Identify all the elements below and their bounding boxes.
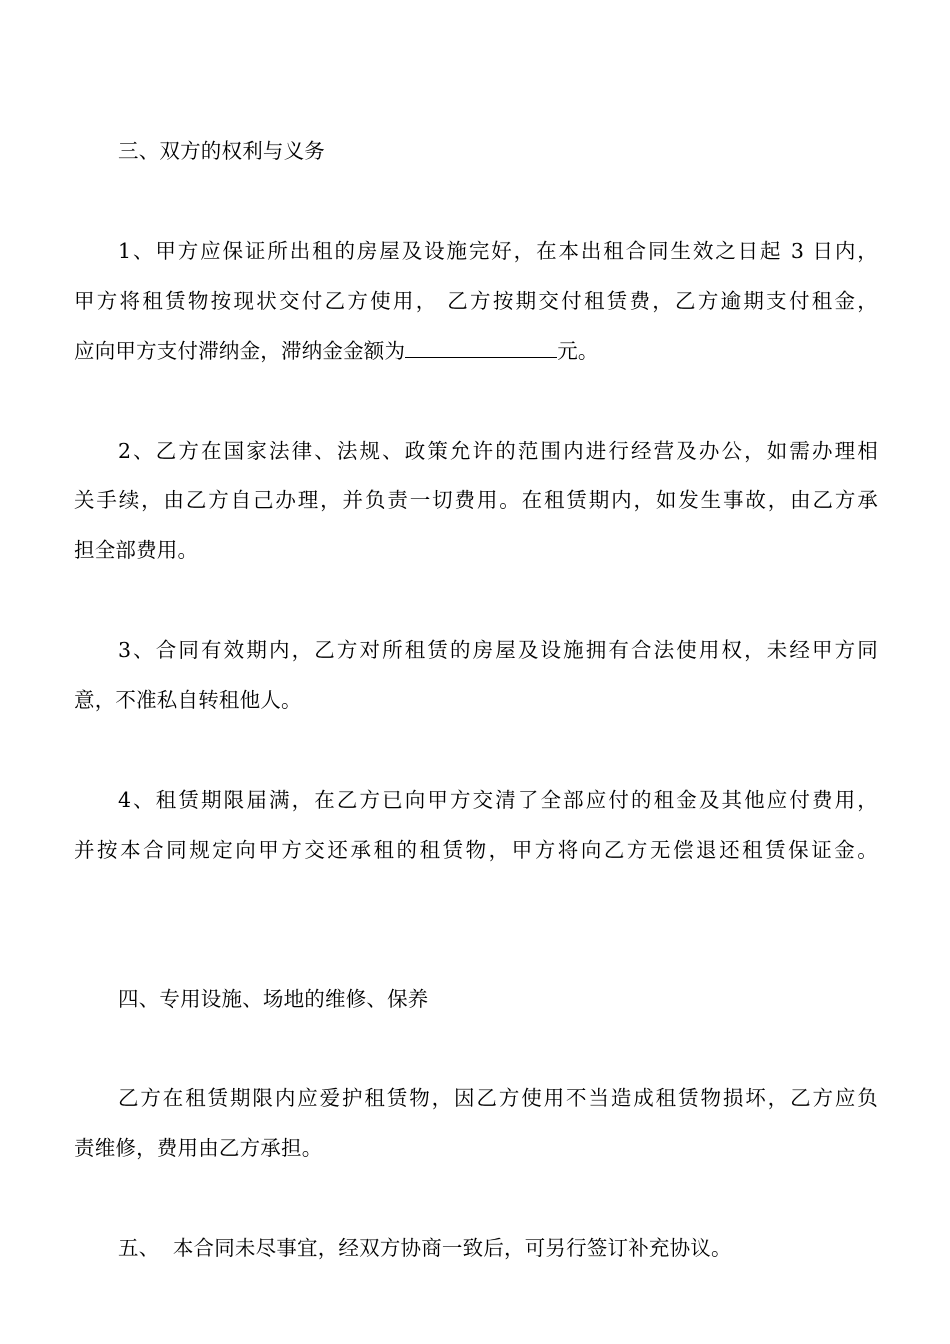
- section-4-body-line-2: 责维修，费用由乙方承担。: [74, 1136, 323, 1160]
- section-4-heading: 四、专用设施、场地的维修、保养: [118, 987, 429, 1011]
- clause-3-line-2: 意，不准私自转租他人。: [74, 688, 302, 712]
- clause-2-line-1: 2、乙方在国家法律、法规、政策允许的范围内进行经营及办公，如需办理相: [118, 439, 878, 463]
- clause-1-line-3: [74, 337, 878, 365]
- clause-1-line-2: 甲方将租赁物按现状交付乙方使用， 乙方按期交付租赁费，乙方逾期支付租金，: [74, 289, 878, 313]
- clause-4-line-2: 并按本合同规定向甲方交还承租的租赁物，甲方将向乙方无偿退还租赁保证金。: [74, 838, 878, 862]
- clause-1-line-3-unit: 元。: [557, 339, 599, 363]
- clause-1-line-3-text: 应向甲方支付滞纳金，滞纳金金额为: [74, 339, 406, 363]
- clause-3-line-1: 3、合同有效期内，乙方对所租赁的房屋及设施拥有合法使用权，未经甲方同: [118, 638, 878, 662]
- clause-4-line-1: 4、租赁期限届满，在乙方已向甲方交清了全部应付的租金及其他应付费用，: [118, 788, 878, 812]
- clause-2-line-3: 担全部费用。: [74, 538, 199, 562]
- late-fee-amount-blank: [405, 337, 557, 358]
- clause-1-line-1: 1、甲方应保证所出租的房屋及设施完好，在本出租合同生效之日起 3 日内，: [118, 239, 878, 263]
- section-4-body-line-1: 乙方在租赁期限内应爱护租赁物，因乙方使用不当造成租赁物损坏，乙方应负: [118, 1086, 878, 1110]
- section-5-heading: 五、 本合同未尽事宜，经双方协商一致后，可另行签订补充协议。: [118, 1236, 732, 1260]
- clause-2-line-2: 关手续，由乙方自己办理，并负责一切费用。在租赁期内，如发生事故，由乙方承: [74, 488, 878, 512]
- section-3-heading: 三、双方的权利与义务: [118, 139, 325, 163]
